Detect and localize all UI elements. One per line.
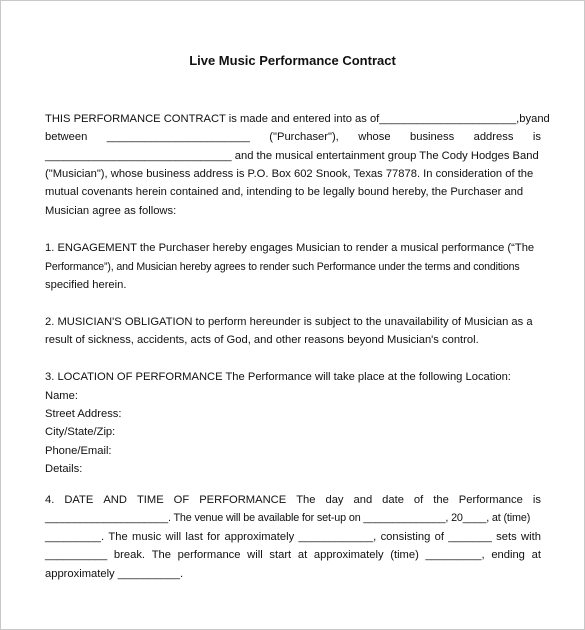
- intro-line-3: ______________________________ and the musical entertainment group The Cody Hodges Band: [45, 150, 539, 162]
- location-name-label: Name:: [45, 390, 78, 402]
- date-time-line-4: __________ break. The performance will start at approximately (time) _________, ending at: [45, 549, 541, 561]
- date-time-line-3: _________. The music will last for approximately ____________, consisting of _______ sets with: [45, 531, 541, 543]
- engagement-line-1: 1. ENGAGEMENT the Purchaser hereby engages Musician to render a musical performance (“The: [45, 242, 535, 254]
- document-title: Live Music Performance Contract: [189, 53, 396, 68]
- location-details-label: Details:: [45, 463, 83, 475]
- intro-line-2: between _______________________ ("Purchaser"), whose business address is: [45, 131, 541, 143]
- obligation-line-1: 2. MUSICIAN'S OBLIGATION to perform hereunder is subject to the unavailability of Musician as a: [45, 316, 533, 328]
- intro-line-5: mutual covenants herein contained and, intending to be legally bound hereby, the Purchaser and: [45, 186, 524, 198]
- intro-line-6: Musician agree as follows:: [45, 205, 177, 217]
- intro-line-4: ("Musician"), whose business address is P.O. Box 602 Snook, Texas 77878. In consideration of the: [45, 168, 534, 180]
- obligation-line-2: result of sickness, accidents, acts of God, and other reasons beyond Musician's control.: [45, 334, 479, 346]
- date-time-line-2: _____________________. The venue will be available for set-up on ______________, 20____, at (time): [45, 512, 531, 524]
- engagement-line-3: specified herein.: [45, 279, 127, 291]
- location-street-label: Street Address:: [45, 408, 122, 420]
- intro-line-1: THIS PERFORMANCE CONTRACT is made and entered into as of ______________________, by and: [45, 113, 550, 125]
- location-heading: 3. LOCATION OF PERFORMANCE The Performance will take place at the following Location:: [45, 371, 511, 383]
- location-phone-label: Phone/Email:: [45, 445, 112, 457]
- engagement-line-2: Performance”), and Musician hereby agrees to render such Performance under the terms and conditions: [45, 261, 520, 273]
- date-time-line-1: 4. DATE AND TIME OF PERFORMANCE The day and date of the Performance is: [45, 494, 541, 506]
- date-time-line-5: approximately __________.: [45, 568, 184, 580]
- location-city-label: City/State/Zip:: [45, 426, 116, 438]
